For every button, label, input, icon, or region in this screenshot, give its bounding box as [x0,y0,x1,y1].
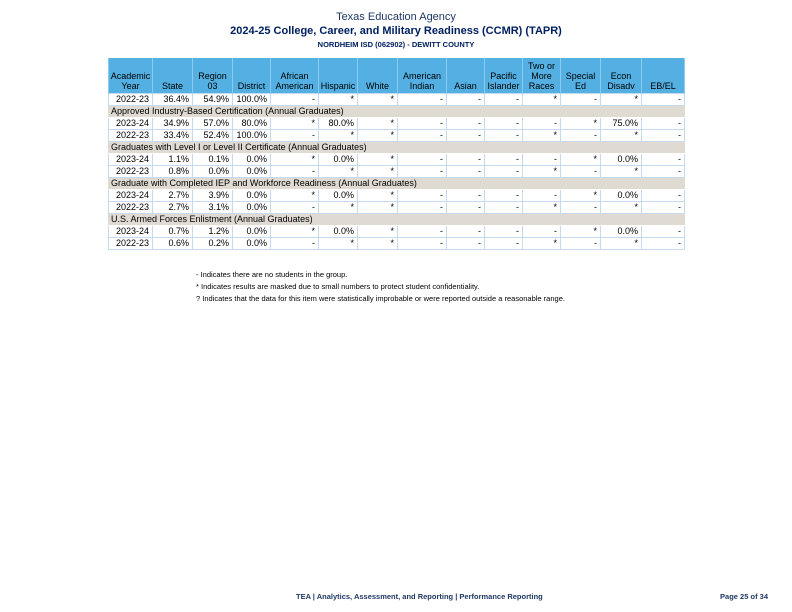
table-cell: 3.9% [193,189,233,201]
table-cell: * [358,165,398,177]
footer-department: TEA | Analytics, Assessment, and Reporting | Performance Reporting [296,592,543,601]
table-row [109,237,685,249]
column-header: Hispanic [319,58,358,93]
table-row [109,189,685,201]
footnotes [196,271,565,307]
table-cell: - [447,165,485,177]
agency-name: Texas Education Agency [336,11,456,23]
table-cell: - [561,237,601,249]
table-cell: - [271,129,319,141]
table-cell: - [447,189,485,201]
table-cell: 36.4% [153,93,193,105]
table-cell: 2023-24 [109,117,153,129]
column-header: State [153,58,193,93]
table-cell: - [447,129,485,141]
table-cell: 0.0% [601,153,642,165]
table-cell: 0.0% [233,201,271,213]
table-cell: - [398,201,447,213]
table-cell: - [523,117,561,129]
table-cell: - [642,225,685,237]
table-cell: - [642,153,685,165]
table-cell: 0.8% [153,165,193,177]
report-title: 2024-25 College, Career, and Military Readiness (CCMR) (TAPR) [230,25,562,37]
table-cell: - [642,93,685,105]
table-cell: - [398,117,447,129]
table-cell: - [398,153,447,165]
column-header: American Indian [398,58,447,93]
table-cell: - [398,237,447,249]
column-header: Two or More Races [523,58,561,93]
column-header: Special Ed [561,58,601,93]
column-header: African American [271,58,319,93]
table-row [109,165,685,177]
table-cell: 100.0% [233,129,271,141]
table-cell: 1.1% [153,153,193,165]
table-cell: 0.0% [233,153,271,165]
table-cell: - [447,93,485,105]
table-cell: 2022-23 [109,237,153,249]
table-cell: * [319,237,358,249]
table-cell: * [561,153,601,165]
table-cell: - [561,93,601,105]
table-cell: - [485,129,523,141]
column-header: Academic Year [109,58,153,93]
table-cell: 33.4% [153,129,193,141]
table-cell: - [398,165,447,177]
table-cell: - [271,165,319,177]
table-cell: 2023-24 [109,189,153,201]
table-cell: 2023-24 [109,225,153,237]
table-cell: - [642,129,685,141]
footnote-asterisk: * Indicates results are masked due to small numbers to protect student confidentiality. [196,282,480,291]
column-header: White [358,58,398,93]
table-row [109,117,685,129]
table-cell: 1.2% [193,225,233,237]
table-cell: * [601,237,642,249]
table-cell: * [561,189,601,201]
table-cell: * [271,117,319,129]
table-cell: * [358,117,398,129]
table-cell: 2.7% [153,201,193,213]
table-cell: * [561,225,601,237]
table-cell: - [447,225,485,237]
table-cell: * [358,201,398,213]
table-cell: 2.7% [153,189,193,201]
table-row [109,153,685,165]
table-cell: * [358,93,398,105]
table-cell: - [642,165,685,177]
table-row [109,93,685,105]
column-header: Region 03 [193,58,233,93]
table-cell: 80.0% [319,117,358,129]
table-cell: 0.0% [601,225,642,237]
table-cell: - [398,129,447,141]
table-cell: - [398,225,447,237]
section-title: U.S. Armed Forces Enlistment (Annual Graduates) [109,213,685,225]
table-cell: 3.1% [193,201,233,213]
table-cell: * [319,93,358,105]
table-cell: - [642,189,685,201]
table-cell: * [523,237,561,249]
table-cell: 0.7% [153,225,193,237]
table-cell: - [485,165,523,177]
table-cell: * [358,225,398,237]
footnote-dash: - Indicates there are no students in the group. [196,270,348,279]
table-cell: 0.2% [193,237,233,249]
table-cell: 0.6% [153,237,193,249]
section-title: Graduates with Level I or Level II Certificate (Annual Graduates) [109,141,685,153]
table-cell: * [523,93,561,105]
table-cell: - [398,189,447,201]
table-cell: * [601,165,642,177]
table-row [109,129,685,141]
table-cell: - [398,93,447,105]
section-title: Approved Industry-Based Certification (Annual Graduates) [109,105,685,117]
table-cell: - [523,153,561,165]
table-cell: - [271,201,319,213]
table-cell: * [601,201,642,213]
table-cell: - [485,225,523,237]
table-cell: 2022-23 [109,93,153,105]
table-cell: 2022-23 [109,165,153,177]
table-cell: 2022-23 [109,129,153,141]
table-cell: 0.0% [233,189,271,201]
table-cell: * [601,93,642,105]
table-cell: 52.4% [193,129,233,141]
table-cell: 0.0% [319,153,358,165]
table-cell: - [271,93,319,105]
table-cell: * [271,225,319,237]
table-cell: - [485,237,523,249]
column-header-row [109,58,685,93]
table-cell: 0.0% [319,225,358,237]
table-cell: * [601,129,642,141]
table-cell: 0.1% [193,153,233,165]
district-subtitle: NORDHEIM ISD (062902) - DEWITT COUNTY [317,40,475,49]
table-cell: 34.9% [153,117,193,129]
table-row [109,225,685,237]
section-header-row [109,177,685,189]
table-cell: 54.9% [193,93,233,105]
table-cell: 100.0% [233,93,271,105]
footer-page-number: Page 25 of 34 [720,592,768,601]
table-cell: 0.0% [601,189,642,201]
table-cell: - [271,237,319,249]
column-header: District [233,58,271,93]
table-cell: * [271,153,319,165]
table-cell: * [319,129,358,141]
table-cell: * [523,129,561,141]
table-cell: 2023-24 [109,153,153,165]
table-cell: - [523,189,561,201]
column-header: Asian [447,58,485,93]
table-cell: * [561,117,601,129]
column-header: Pacific Islander [485,58,523,93]
table-cell: * [271,189,319,201]
table-cell: * [358,129,398,141]
table-cell: * [319,201,358,213]
section-header-row [109,105,685,117]
table-cell: - [485,201,523,213]
table-cell: - [642,117,685,129]
table-cell: - [561,201,601,213]
table-cell: - [447,237,485,249]
table-cell: - [447,201,485,213]
section-header-row [109,141,685,153]
table-cell: 80.0% [233,117,271,129]
table-cell: - [447,153,485,165]
column-header: EB/EL [642,58,685,93]
table-cell: * [358,237,398,249]
table-cell: 0.0% [319,189,358,201]
table-cell: * [319,165,358,177]
table-cell: - [561,129,601,141]
report-header [0,11,792,49]
section-title: Graduate with Completed IEP and Workforce Readiness (Annual Graduates) [109,177,685,189]
table-cell: 0.0% [233,165,271,177]
table-cell: 57.0% [193,117,233,129]
table-cell: 2022-23 [109,201,153,213]
table-cell: - [485,117,523,129]
table-cell: - [447,117,485,129]
table-cell: - [485,93,523,105]
table-cell: * [523,165,561,177]
table-cell: - [642,201,685,213]
table-row [109,201,685,213]
section-header-row [109,213,685,225]
table-cell: 0.0% [233,225,271,237]
table-cell: - [523,225,561,237]
ccmr-data-table [108,58,685,250]
table-cell: * [358,189,398,201]
column-header: Econ Disadv [601,58,642,93]
table-cell: * [358,153,398,165]
table-cell: 0.0% [193,165,233,177]
table-cell: * [523,201,561,213]
table-cell: - [485,189,523,201]
footnote-question: ? Indicates that the data for this item were statistically improbable or were reported outside a reasonable range. [196,294,565,303]
table-cell: 75.0% [601,117,642,129]
table-cell: - [642,237,685,249]
table-cell: 0.0% [233,237,271,249]
table-cell: - [561,165,601,177]
table-cell: - [485,153,523,165]
